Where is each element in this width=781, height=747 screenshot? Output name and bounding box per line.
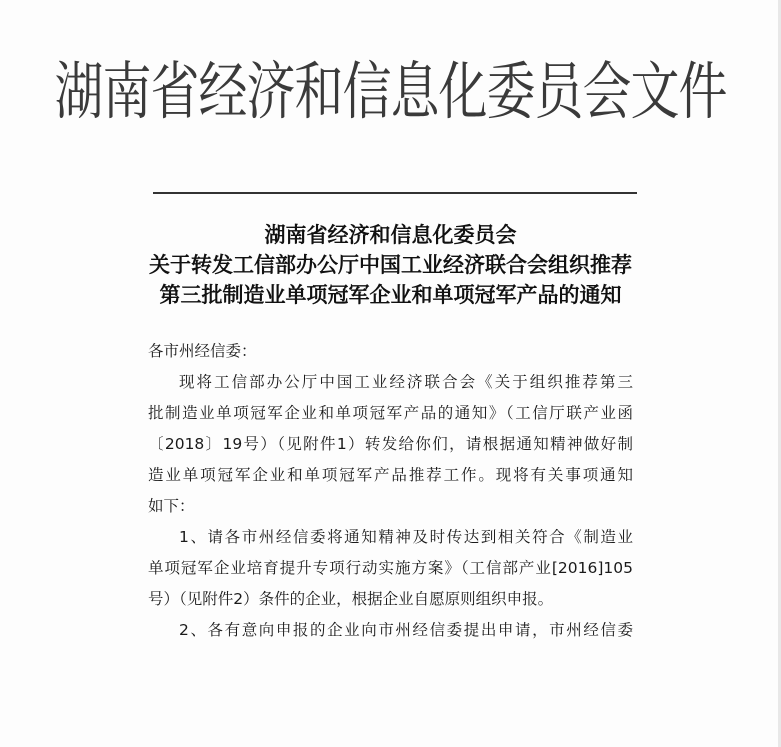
title-line-2: 关于转发工信部办公厅中国工业经济联合会组织推荐 bbox=[149, 252, 632, 277]
notice-title bbox=[0, 220, 781, 310]
notice-body bbox=[148, 336, 633, 646]
paragraph-1-line-1: 现将工信部办公厅中国工业经济联合会《关于组织推荐第三 bbox=[179, 373, 633, 391]
paragraph-2-line-3: 号）（见附件2）条件的企业，根据企业自愿原则组织申报。 bbox=[148, 590, 554, 608]
document-masthead: 湖南省经济和信息化委员会文件 bbox=[54, 55, 727, 129]
paragraph-1-line-4: 造业单项冠军企业和单项冠军产品推荐工作。现将有关事项通知 bbox=[148, 466, 633, 484]
paragraph-2-line-2: 单项冠军企业培育提升专项行动实施方案》（工信部产业[2016]105 bbox=[148, 559, 633, 577]
title-line-3: 第三批制造业单项冠军企业和单项冠军产品的通知 bbox=[159, 282, 622, 307]
paragraph-1-line-3: 〔2018〕19号）（见附件1）转发给你们，请根据通知精神做好制 bbox=[148, 435, 633, 453]
paragraph-1-line-5: 如下： bbox=[148, 497, 195, 515]
paragraph-3-line-1: 2、各有意向申报的企业向市州经信委提出申请，市州经信委 bbox=[179, 621, 633, 639]
paragraph-2-line-1: 1、请各市州经信委将通知精神及时传达到相关符合《制造业 bbox=[179, 528, 633, 546]
header-divider bbox=[153, 192, 637, 194]
paragraph-1-line-2: 批制造业单项冠军企业和单项冠军产品的通知》（工信厅联产业函 bbox=[148, 404, 633, 422]
salutation: 各市州经信委： bbox=[148, 342, 257, 360]
title-line-1: 湖南省经济和信息化委员会 bbox=[264, 222, 517, 247]
